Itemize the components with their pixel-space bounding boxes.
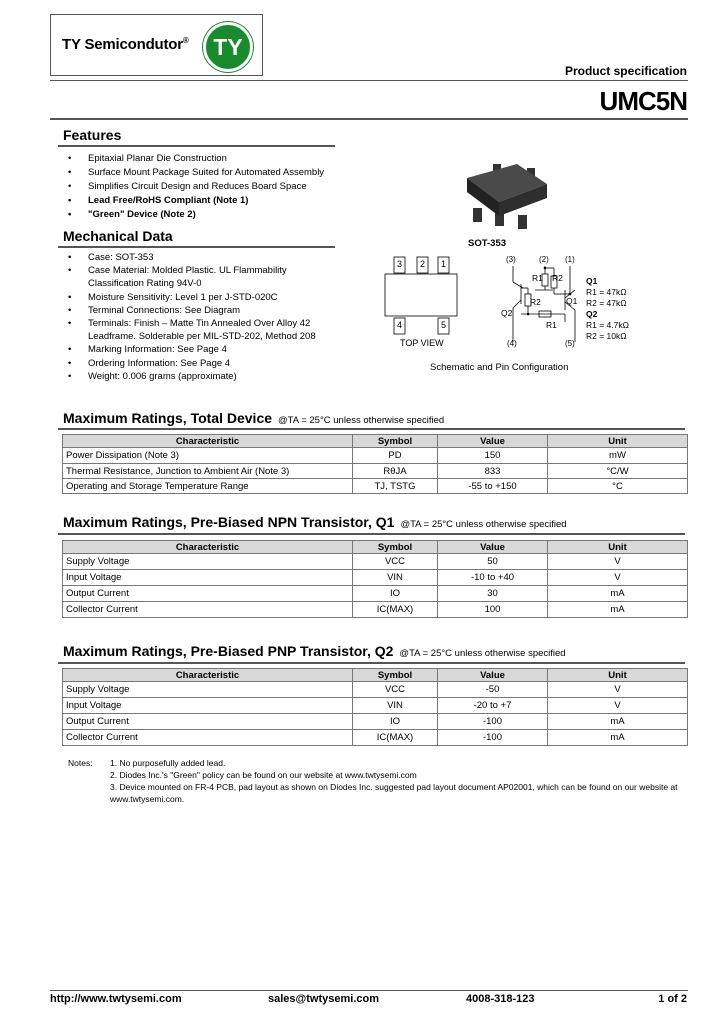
- table-row: Output Current IO 30 mA: [63, 586, 688, 602]
- features-rule: [58, 145, 335, 147]
- table-row: Output Current IO -100 mA: [63, 714, 688, 730]
- npn-rule: [58, 533, 685, 535]
- list-item: • Ordering Information: See Page 4: [62, 357, 362, 370]
- list-item: • Terminal Connections: See Diagram: [62, 304, 362, 317]
- table-row: Supply Voltage VCC 50 V: [63, 554, 688, 570]
- list-item: • Simplifies Circuit Design and Reduces Board Space: [62, 180, 352, 194]
- pin-number: 1: [441, 259, 447, 269]
- table-row: Operating and Storage Temperature Range TJ, TSTG -55 to +150 °C: [63, 479, 688, 494]
- table-row: Thermal Resistance, Junction to Ambient Air (Note 3) RθJA 833 °C/W: [63, 464, 688, 479]
- features-title: Features: [63, 127, 122, 143]
- table-header-row: Characteristic Symbol Value Unit: [63, 541, 688, 554]
- table-row: Power Dissipation (Note 3) PD 150 mW: [63, 448, 688, 464]
- table-row: Supply Voltage VCC -50 V: [63, 682, 688, 698]
- mechanical-title: Mechanical Data: [63, 228, 173, 244]
- pnp-title: Maximum Ratings, Pre-Biased PNP Transistor, Q2 @TA = 25°C unless otherwise specified: [63, 643, 566, 659]
- list-item: • Case Material: Molded Plastic. UL Flammability Classification Rating 94V-0: [62, 264, 332, 290]
- npn-title: Maximum Ratings, Pre-Biased NPN Transistor, Q1 @TA = 25°C unless otherwise specified: [63, 514, 567, 530]
- package-illustration: [455, 150, 565, 235]
- list-item: • Case: SOT-353: [62, 251, 362, 264]
- pnp-rule: [58, 662, 685, 664]
- features-list: [62, 152, 352, 222]
- list-item: • Terminals: Finish – Matte Tin Annealed Over Alloy 42 Leadframe. Solderable per MIL-STD-202, Method 208: [62, 317, 352, 343]
- part-number: UMC5N: [599, 86, 687, 116]
- list-item: • Moisture Sensitivity: Level 1 per J-STD-020C: [62, 291, 362, 304]
- note-item: 2. Diodes Inc.'s "Green" policy can be found on our website at www.twtysemi.com: [110, 770, 417, 780]
- mechanical-rule: [58, 246, 335, 248]
- resistor-label: R2: [552, 273, 563, 283]
- table-header-row: Characteristic Symbol Value Unit: [63, 435, 688, 448]
- pnp-table: [62, 668, 688, 746]
- list-item: • Weight: 0.006 grams (approximate): [62, 370, 362, 383]
- top-view-label: TOP VIEW: [400, 338, 444, 348]
- notes-label: Notes:: [68, 758, 93, 768]
- list-item: • Marking Information: See Page 4: [62, 343, 362, 356]
- pin-number: 4: [397, 320, 403, 330]
- list-item: • Lead Free/RoHS Compliant (Note 1): [62, 194, 352, 208]
- total-device-table: [62, 434, 688, 494]
- transistor-label: Q1: [566, 296, 578, 306]
- package-label: SOT-353: [468, 238, 507, 249]
- q2-r1-value: R1 = 4.7kΩ: [586, 320, 629, 330]
- footer-website[interactable]: http://www.twtysemi.com: [50, 993, 182, 1005]
- company-name: TY Semicondutor®: [62, 36, 189, 53]
- list-item: • Surface Mount Package Suited for Automated Assembly: [62, 166, 352, 180]
- header-rule-thick: [50, 118, 688, 120]
- pin-number: 3: [397, 259, 403, 269]
- footer-rule: [50, 990, 688, 991]
- diagram-caption: Schematic and Pin Configuration: [430, 362, 569, 373]
- total-device-title: Maximum Ratings, Total Device @TA = 25°C unless otherwise specified: [63, 410, 445, 426]
- resistor-label: R1: [546, 320, 557, 330]
- q1-r2-value: R2 = 47kΩ: [586, 298, 627, 308]
- note-item: 3. Device mounted on FR-4 PCB, pad layout as shown on Diodes Inc. suggested pad layout document AP02001, which can be found on our website at www.twtysemi.com.: [110, 782, 678, 804]
- pin-number: 2: [420, 259, 426, 269]
- notes-list: [110, 757, 680, 805]
- resistor-label: R1: [532, 273, 543, 283]
- note-item: 1. No purposefully added lead.: [110, 758, 226, 768]
- schematic-pin: (4): [507, 339, 517, 348]
- q2-heading: Q2: [586, 309, 598, 319]
- logo-mark: TY: [213, 34, 243, 60]
- schematic-pin: (5): [565, 339, 575, 348]
- mechanical-list: [62, 251, 362, 383]
- total-device-rule: [58, 428, 685, 430]
- schematic-pin: (3): [506, 255, 516, 264]
- table-row: Collector Current IC(MAX) 100 mA: [63, 602, 688, 618]
- pin-number: 5: [441, 320, 447, 330]
- list-item: • "Green" Device (Note 2): [62, 208, 352, 222]
- footer-email[interactable]: sales@twtysemi.com: [268, 993, 379, 1005]
- header-rule: [50, 80, 688, 81]
- package-lead: [518, 215, 527, 229]
- q1-r1-value: R1 = 47kΩ: [586, 287, 627, 297]
- table-header-row: Characteristic Symbol Value Unit: [63, 669, 688, 682]
- q2-r2-value: R2 = 10kΩ: [586, 331, 627, 341]
- product-spec-label: Product specification: [564, 64, 687, 78]
- list-item: • Epitaxial Planar Die Construction: [62, 152, 352, 166]
- package-lead: [473, 208, 482, 222]
- footer-phone: 4008-318-123: [466, 993, 535, 1005]
- transistor-label: Q2: [501, 308, 513, 318]
- table-row: Input Voltage VIN -20 to +7 V: [63, 698, 688, 714]
- q1-heading: Q1: [586, 276, 598, 286]
- table-row: Input Voltage VIN -10 to +40 V: [63, 570, 688, 586]
- resistor-label: R2: [530, 297, 541, 307]
- page-number: 1 of 2: [658, 993, 687, 1005]
- package-outline: [385, 274, 457, 316]
- schematic-pin: (1): [565, 255, 575, 264]
- table-row: Collector Current IC(MAX) -100 mA: [63, 730, 688, 746]
- schematic-pin: (2): [539, 255, 549, 264]
- npn-table: [62, 540, 688, 618]
